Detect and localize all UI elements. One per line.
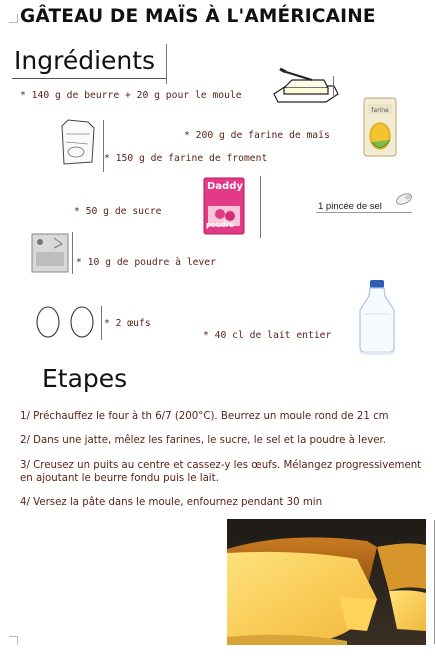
eggs-divider (101, 306, 102, 340)
step-1: 1/ Préchauffez le four à th 6/7 (200°C). Beurrez un moule rond de 21 cm (20, 411, 389, 422)
ingredient-milk: * 40 cl de lait entier (203, 330, 332, 341)
eggs-icon (34, 304, 100, 340)
sugar-word-label: poudre (206, 221, 235, 229)
sugar-divider (260, 176, 261, 238)
ingredient-corn-flour: * 200 g de farine de maïs (184, 130, 330, 141)
recipe-title: GÂTEAU DE MAÏS À L'AMÉRICAINE (20, 6, 376, 27)
ingredient-baking-powder: * 10 g de poudre à lever (76, 257, 216, 268)
milk-bottle-icon (352, 278, 402, 356)
salt-shaker-icon (394, 192, 414, 206)
ingredients-heading-underline (12, 78, 167, 79)
step-4: 4/ Versez la pâte dans le moule, enfournez pendant 30 min (20, 497, 323, 508)
baking-powder-sachet-icon (30, 232, 70, 274)
ingredient-butter: * 140 g de beurre + 20 g pour le moule (20, 90, 242, 101)
flour-divider (103, 120, 104, 172)
ingredient-eggs: * 2 œufs (104, 318, 151, 329)
step-3: 3/ Creusez un puits au centre et cassez-y les œufs. Mélangez progressivement en ajoutant le beurre fondu puis le lait. (20, 460, 422, 484)
heading-divider (166, 44, 167, 84)
page-corner-top-left (9, 14, 18, 23)
svg-text:farine: farine (371, 107, 389, 114)
pinch-of-salt-label: 1 pincée de sel (318, 201, 382, 212)
corn-flour-package-icon (360, 96, 400, 158)
flour-sack-icon (54, 114, 100, 170)
page-right-edge (434, 520, 435, 644)
page-corner-bottom-left (9, 636, 18, 645)
butter-divider (333, 76, 334, 98)
ingredient-sugar: * 50 g de sucre (74, 206, 162, 217)
salt-underline (316, 212, 412, 213)
ingredients-heading: Ingrédients (14, 46, 156, 75)
baking-powder-divider (72, 232, 73, 274)
sugar-brand-label: Daddy (207, 181, 243, 192)
butter-dish-icon (270, 64, 342, 104)
step-2: 2/ Dans une jatte, mêlez les farines, le sucre, le sel et la poudre à lever. (20, 435, 387, 446)
cornbread-photo (227, 519, 426, 645)
steps-heading: Etapes (42, 364, 128, 393)
ingredient-wheat-flour: * 150 g de farine de froment (104, 153, 268, 164)
